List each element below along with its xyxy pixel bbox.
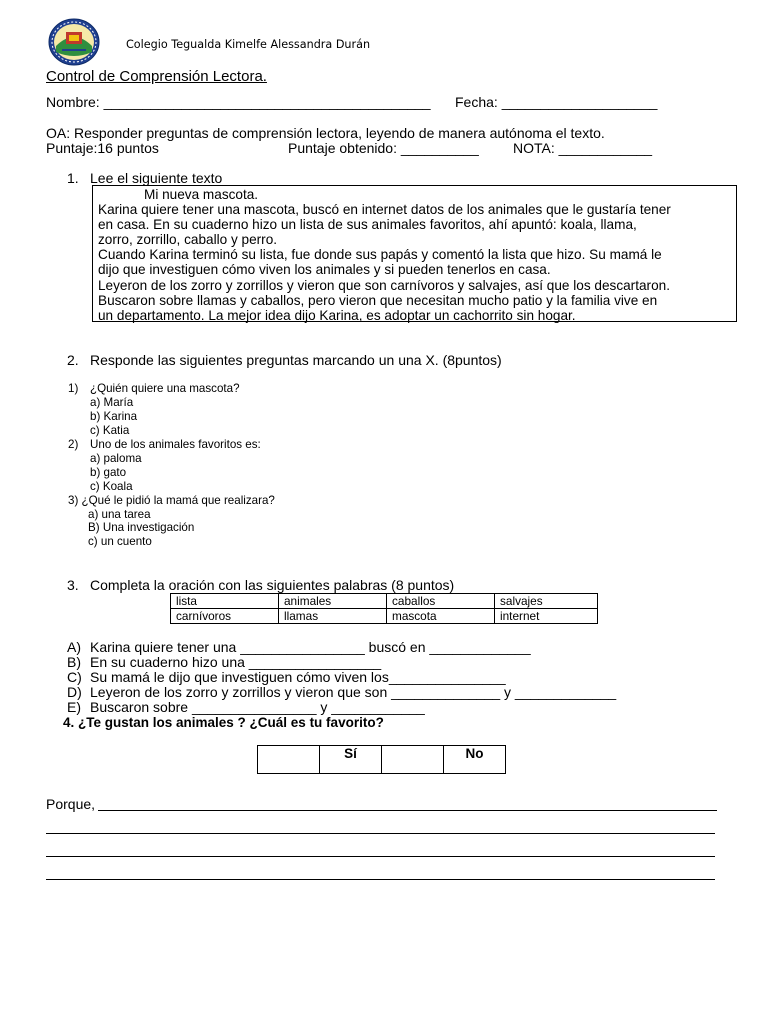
word-cell: llamas — [279, 609, 387, 624]
table-row — [171, 609, 598, 624]
story-line: dijo que investiguen cómo viven los animales y si pueden tenerlos en casa. — [98, 262, 551, 278]
word-cell: carnívoros — [171, 609, 279, 624]
answer-option[interactable]: B) Una investigación — [88, 521, 195, 534]
answer-option[interactable]: b) gato — [90, 466, 127, 479]
grade-field[interactable]: NOTA: ____________ — [513, 140, 653, 156]
score-text: Puntaje:16 puntos — [46, 140, 159, 156]
section1-heading: Lee el siguiente texto — [90, 170, 223, 186]
section2-number: 2. — [67, 352, 79, 368]
because-label: Porque, — [46, 796, 96, 812]
story-line: Karina quiere tener una mascota, buscó en internet datos de los animales que le gustaría tener — [98, 202, 671, 218]
answer-option[interactable]: a) una tarea — [88, 508, 151, 521]
word-cell: lista — [171, 594, 279, 609]
question-text: 3) ¿Qué le pidió la mamá que realizara? — [68, 494, 275, 507]
story-line: en casa. En su cuaderno hizo un lista de sus animales favoritos, ahí apuntó: koala, llama, — [98, 217, 637, 233]
story-title: Mi nueva mascota. — [144, 187, 259, 202]
sentence-letter: C) — [67, 669, 82, 685]
word-cell: animales — [279, 594, 387, 609]
answer-line[interactable] — [46, 879, 715, 880]
section1-number: 1. — [67, 170, 79, 186]
question-number: 2) — [68, 438, 79, 451]
answer-option[interactable]: a) María — [90, 396, 134, 409]
objective-text: OA: Responder preguntas de comprensión lectora, leyendo de manera autónoma el texto. — [46, 125, 605, 141]
answer-line[interactable] — [46, 833, 715, 834]
word-bank-table — [170, 593, 598, 624]
table-row — [171, 594, 598, 609]
story-line: Buscaron sobre llamas y caballos, pero vieron que necesitan mucho patio y la familia vive en — [98, 292, 658, 308]
word-cell: caballos — [387, 594, 495, 609]
word-cell: salvajes — [495, 594, 598, 609]
question-text: ¿Quién quiere una mascota? — [90, 382, 240, 395]
yes-no-table — [257, 745, 506, 774]
yes-checkbox[interactable] — [258, 746, 320, 774]
no-label: No — [444, 746, 506, 774]
answer-option[interactable]: c) un cuento — [88, 535, 152, 548]
page-title: Control de Comprensión Lectora. — [46, 68, 267, 85]
answer-line[interactable] — [46, 856, 715, 857]
school-name: Colegio Tegualda Kimelfe Alessandra Durán — [126, 38, 371, 51]
answer-option[interactable]: c) Katia — [90, 424, 130, 437]
name-field[interactable]: Nombre: __________________________________________ — [46, 94, 431, 110]
answer-option[interactable]: b) Karina — [90, 410, 138, 423]
sentence-letter: D) — [67, 684, 82, 700]
story-line: Cuando Karina terminó su lista, fue donde sus papás y comentó la lista que hizo. Su mamá le — [98, 247, 662, 263]
fill-sentence[interactable]: Su mamá le dijo que investiguen cómo viven los_______________ — [90, 669, 506, 685]
answer-option[interactable]: a) paloma — [90, 452, 142, 465]
table-row — [258, 746, 506, 774]
sentence-letter: B) — [67, 654, 81, 670]
word-cell: internet — [495, 609, 598, 624]
question-number: 1) — [68, 382, 79, 395]
story-line: Leyeron de los zorro y zorrillos y vieron que son carnívoros y salvajes, así que los descartaron. — [98, 277, 670, 293]
section4-heading: 4. ¿Te gustan los animales ? ¿Cuál es tu favorito? — [63, 715, 384, 730]
fill-sentence[interactable]: En su cuaderno hizo una _________________ — [90, 654, 382, 670]
school-logo — [48, 18, 100, 66]
story-line: zorro, zorrillo, caballo y perro. — [98, 232, 278, 248]
date-field[interactable]: Fecha: ____________________ — [455, 94, 658, 110]
question-text: Uno de los animales favoritos es: — [90, 438, 261, 451]
answer-line[interactable] — [98, 810, 717, 811]
section3-number: 3. — [67, 577, 79, 593]
answer-option[interactable]: c) Koala — [90, 480, 133, 493]
no-checkbox[interactable] — [382, 746, 444, 774]
fill-sentence[interactable]: Karina quiere tener una ________________ buscó en _____________ — [90, 639, 531, 655]
story-line: un departamento. La mejor idea dijo Karina, es adoptar un cachorrito sin hogar. — [98, 307, 576, 323]
section3-heading: Completa la oración con las siguientes palabras (8 puntos) — [90, 577, 455, 593]
fill-sentence[interactable]: Buscaron sobre ________________ y ____________ — [90, 699, 425, 715]
section2-heading: Responde las siguientes preguntas marcando un una X. (8puntos) — [90, 352, 502, 368]
word-cell: mascota — [387, 609, 495, 624]
reading-text-box — [92, 185, 737, 322]
yes-label: Sí — [320, 746, 382, 774]
sentence-letter: E) — [67, 699, 81, 715]
fill-sentence[interactable]: Leyeron de los zorro y zorrillos y vieron que son ______________ y _____________ — [90, 684, 617, 700]
score-obtained-field[interactable]: Puntaje obtenido: __________ — [288, 140, 479, 156]
sentence-letter: A) — [67, 639, 81, 655]
